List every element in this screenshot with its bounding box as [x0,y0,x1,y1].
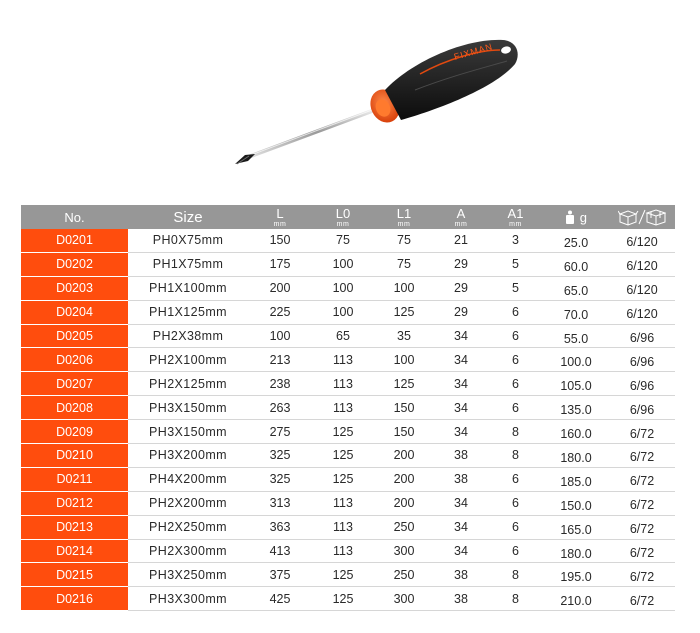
cell-weight: 60.0 [543,253,609,277]
header-weight [543,205,609,229]
cell-pack: 6/120 [609,301,675,325]
cell-size: PH2X200mm [128,492,248,516]
cell-a: 34 [434,348,488,372]
cell-size: PH0X75mm [128,229,248,253]
cell-a1: 6 [488,492,543,516]
cell-size: PH1X125mm [128,301,248,325]
cell-a1: 6 [488,468,543,492]
cell-weight: 70.0 [543,301,609,325]
cell-no: D0202 [21,253,128,277]
cell-l0: 113 [312,372,374,396]
table-header-row [21,205,675,229]
cell-l0: 100 [312,253,374,277]
cell-a: 38 [434,444,488,468]
cell-a: 34 [434,372,488,396]
cell-pack: 6/72 [609,563,675,587]
table-row [21,587,675,611]
cell-l: 100 [248,325,312,349]
cell-a1: 8 [488,587,543,611]
table-row [21,277,675,301]
cell-pack: 6/96 [609,325,675,349]
cell-l0: 125 [312,444,374,468]
cell-l: 413 [248,540,312,564]
screwdriver-shaft [251,107,380,156]
cell-weight: 180.0 [543,444,609,468]
cell-a: 34 [434,420,488,444]
cell-no: D0207 [21,372,128,396]
header-L1-unit: mm [397,220,411,228]
cell-l: 325 [248,468,312,492]
table-row [21,396,675,420]
cell-a1: 6 [488,301,543,325]
cell-l0: 125 [312,563,374,587]
header-L [248,205,312,229]
cell-a1: 6 [488,325,543,349]
cell-pack: 6/96 [609,348,675,372]
cell-no: D0206 [21,348,128,372]
cell-weight: 165.0 [543,516,609,540]
cell-l0: 113 [312,492,374,516]
cell-weight: 185.0 [543,468,609,492]
cell-weight: 160.0 [543,420,609,444]
cell-size: PH1X75mm [128,253,248,277]
cell-a: 34 [434,325,488,349]
cell-size: PH3X150mm [128,420,248,444]
cell-l0: 125 [312,468,374,492]
cell-pack: 6/72 [609,587,675,611]
cell-a: 38 [434,563,488,587]
cell-a1: 6 [488,348,543,372]
cell-no: D0205 [21,325,128,349]
table-row [21,516,675,540]
cell-weight: 210.0 [543,587,609,611]
cell-l: 213 [248,348,312,372]
cell-no: D0210 [21,444,128,468]
cell-pack: 6/72 [609,420,675,444]
cell-size: PH2X38mm [128,325,248,349]
cell-l1: 300 [374,587,434,611]
cell-pack: 6/72 [609,468,675,492]
cell-l: 175 [248,253,312,277]
cell-l: 363 [248,516,312,540]
header-L-symbol: L [276,205,284,221]
cell-l1: 100 [374,277,434,301]
cell-weight: 100.0 [543,348,609,372]
cell-l1: 75 [374,229,434,253]
cell-size: PH3X250mm [128,563,248,587]
cell-l0: 65 [312,325,374,349]
cell-weight: 105.0 [543,372,609,396]
table-row [21,301,675,325]
cell-l: 375 [248,563,312,587]
cell-size: PH3X150mm [128,396,248,420]
cell-a: 29 [434,301,488,325]
table-row [21,348,675,372]
cell-no: D0204 [21,301,128,325]
table-row [21,253,675,277]
cell-a: 34 [434,516,488,540]
cell-l1: 125 [374,372,434,396]
cell-a1: 8 [488,420,543,444]
cell-no: D0212 [21,492,128,516]
cell-l0: 113 [312,348,374,372]
cell-a: 29 [434,253,488,277]
cell-l1: 300 [374,540,434,564]
cell-l1: 250 [374,563,434,587]
table-row [21,229,675,253]
table-row [21,444,675,468]
cell-pack: 6/72 [609,516,675,540]
cell-a1: 8 [488,444,543,468]
cell-pack: 6/120 [609,229,675,253]
screwdriver-image [215,28,525,178]
header-pack [609,205,675,229]
cell-l: 263 [248,396,312,420]
cell-a1: 5 [488,277,543,301]
cell-l0: 75 [312,229,374,253]
cell-a1: 5 [488,253,543,277]
header-L1-symbol: L1 [396,205,412,221]
cell-l1: 75 [374,253,434,277]
cell-l: 238 [248,372,312,396]
header-L0-symbol: L0 [335,205,351,221]
cell-a1: 8 [488,563,543,587]
brand-logo-text: FIXMAN [452,41,495,62]
cell-weight: 25.0 [543,229,609,253]
cell-l1: 200 [374,468,434,492]
cell-no: D0211 [21,468,128,492]
cell-pack: 6/72 [609,444,675,468]
cell-no: D0201 [21,229,128,253]
table-row [21,468,675,492]
cell-a: 34 [434,492,488,516]
cell-no: D0216 [21,587,128,611]
header-L0 [312,205,374,229]
header-A [434,205,488,229]
header-L0-unit: mm [336,220,350,228]
cell-size: PH3X200mm [128,444,248,468]
cell-size: PH4X200mm [128,468,248,492]
screwdriver-handle [385,40,518,120]
cell-no: D0209 [21,420,128,444]
cell-l1: 200 [374,492,434,516]
table-row [21,492,675,516]
cell-a: 34 [434,396,488,420]
cell-l1: 150 [374,396,434,420]
cell-l1: 35 [374,325,434,349]
table-row [21,420,675,444]
cell-l0: 125 [312,420,374,444]
header-weight-unit: g [579,209,587,225]
cell-l1: 200 [374,444,434,468]
cell-no: D0215 [21,563,128,587]
cell-pack: 6/72 [609,492,675,516]
cell-l1: 250 [374,516,434,540]
cell-a: 34 [434,540,488,564]
cell-l0: 100 [312,301,374,325]
cell-weight: 195.0 [543,563,609,587]
header-L1 [374,205,434,229]
cell-l: 150 [248,229,312,253]
cell-a1: 3 [488,229,543,253]
header-A1-symbol: A1 [507,205,524,221]
cell-a1: 6 [488,516,543,540]
cell-l: 200 [248,277,312,301]
cell-l0: 113 [312,516,374,540]
table-row [21,540,675,564]
table-row [21,372,675,396]
cell-weight: 135.0 [543,396,609,420]
cell-pack: 6/72 [609,540,675,564]
cell-no: D0208 [21,396,128,420]
cell-a: 29 [434,277,488,301]
cell-size: PH2X100mm [128,348,248,372]
cell-l0: 113 [312,396,374,420]
cell-no: D0203 [21,277,128,301]
cell-size: PH2X125mm [128,372,248,396]
cell-a1: 6 [488,396,543,420]
cell-l0: 125 [312,587,374,611]
cell-a: 38 [434,468,488,492]
cell-size: PH2X250mm [128,516,248,540]
cell-l: 325 [248,444,312,468]
table-row [21,325,675,349]
cell-pack: 6/120 [609,253,675,277]
cell-no: D0214 [21,540,128,564]
phillips-tip [235,154,255,164]
cell-pack: 6/120 [609,277,675,301]
cell-a1: 6 [488,372,543,396]
cell-a: 21 [434,229,488,253]
weight-icon [565,210,575,224]
cell-l: 225 [248,301,312,325]
cell-l0: 113 [312,540,374,564]
cell-a: 38 [434,587,488,611]
cell-weight: 180.0 [543,540,609,564]
cell-no: D0213 [21,516,128,540]
cell-weight: 150.0 [543,492,609,516]
cell-l1: 100 [374,348,434,372]
box-to-carton-icon [618,208,666,226]
header-no: No. [21,205,128,229]
header-A1-unit: mm [509,220,522,228]
cell-size: PH2X300mm [128,540,248,564]
cell-size: PH1X100mm [128,277,248,301]
cell-weight: 65.0 [543,277,609,301]
header-L-unit: mm [273,220,287,228]
cell-pack: 6/96 [609,372,675,396]
cell-weight: 55.0 [543,325,609,349]
cell-pack: 6/96 [609,396,675,420]
table-row [21,563,675,587]
cell-l: 275 [248,420,312,444]
cell-l0: 100 [312,277,374,301]
cell-a1: 6 [488,540,543,564]
cell-l1: 125 [374,301,434,325]
cell-l: 425 [248,587,312,611]
header-A-unit: mm [454,220,468,228]
spec-table [21,205,675,611]
cell-l: 313 [248,492,312,516]
header-A1 [488,205,543,229]
header-A-symbol: A [456,205,466,221]
header-size: Size [128,205,248,229]
cell-size: PH3X300mm [128,587,248,611]
cell-l1: 150 [374,420,434,444]
